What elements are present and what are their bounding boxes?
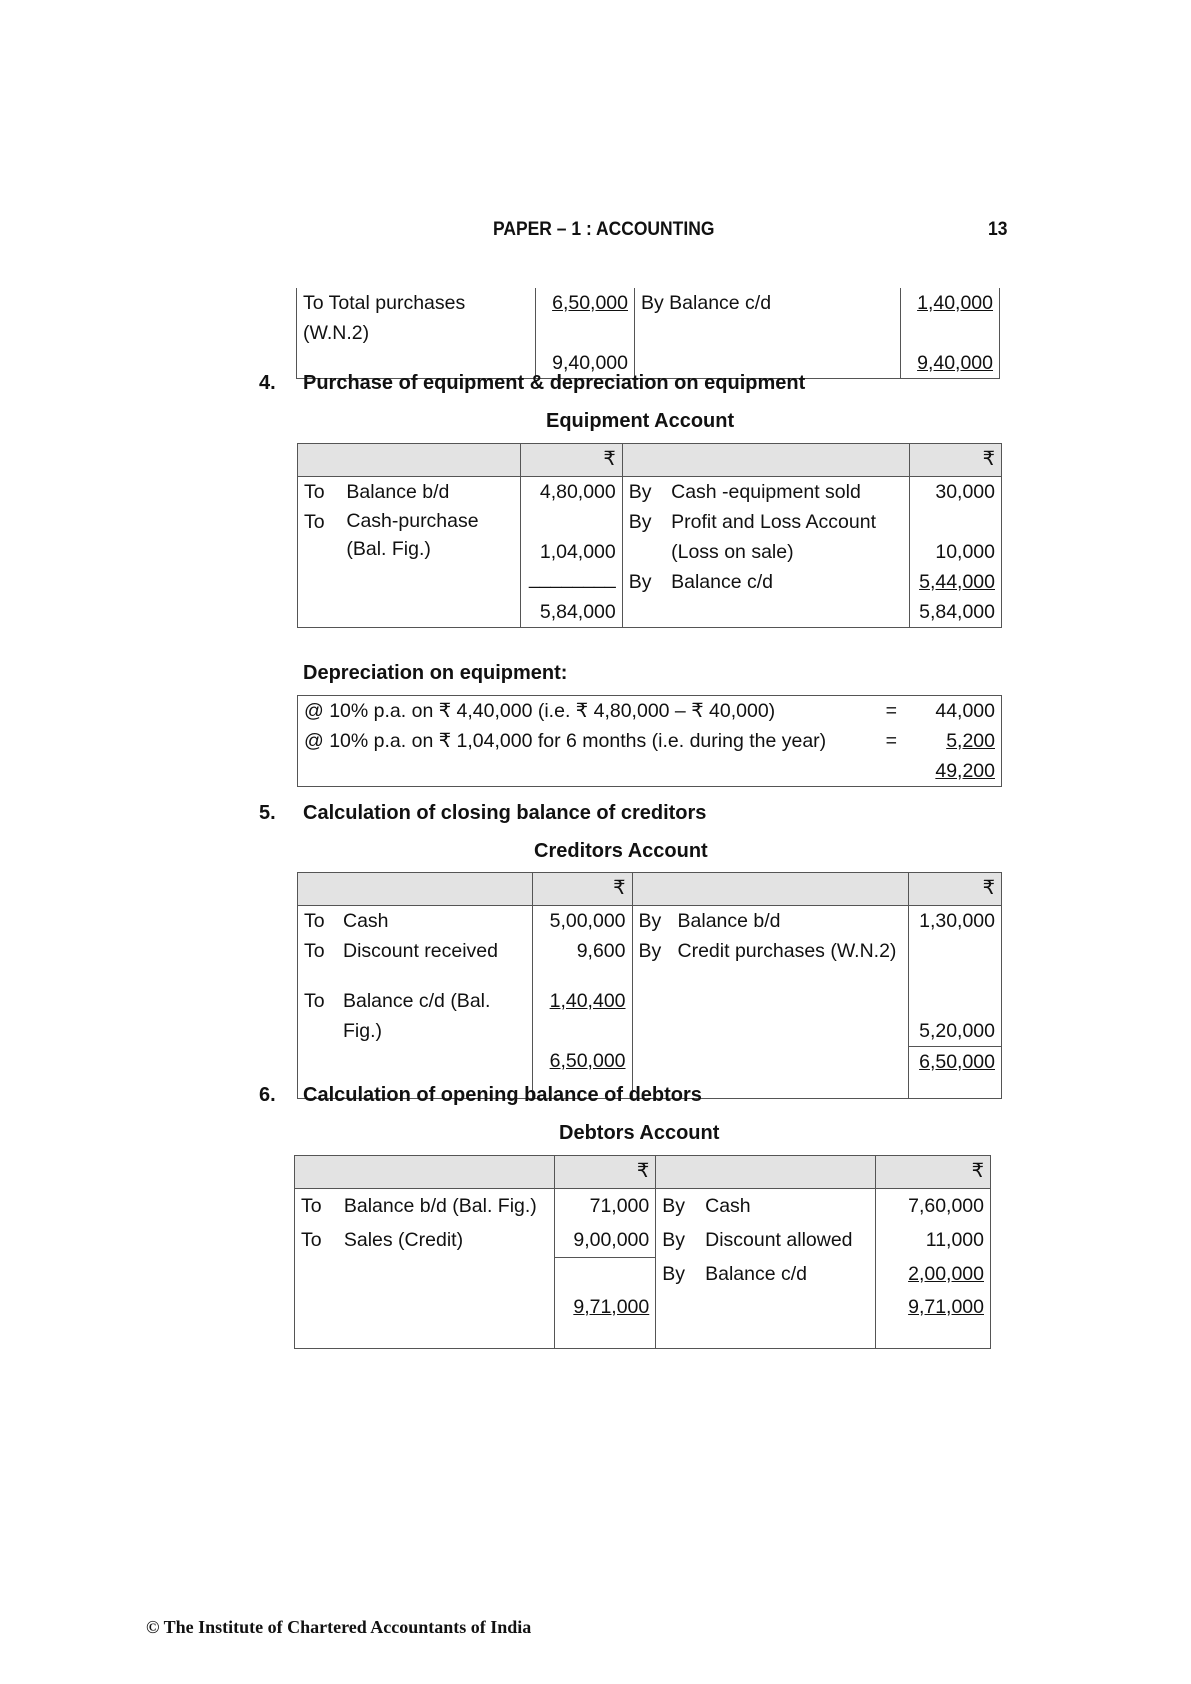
- ledger-particulars: Balance c/d (Bal. Fig.): [343, 990, 491, 1042]
- ledger-amount: 4,80,000: [520, 477, 622, 508]
- rupee-icon: ₹: [875, 1156, 990, 1189]
- to-label: To: [304, 481, 325, 503]
- rupee-icon: ₹: [520, 444, 622, 477]
- rupee-icon: ₹: [908, 873, 1001, 906]
- by-label: By: [662, 1195, 686, 1217]
- table-row: [297, 288, 1000, 348]
- table-row: [298, 756, 1002, 787]
- table-header-row: [298, 444, 1002, 477]
- table-row: [298, 936, 1002, 986]
- depreciation-total: 49,200: [935, 760, 995, 782]
- rupee-icon: ₹: [532, 873, 632, 906]
- table-row: [295, 1189, 991, 1224]
- by-label: By: [638, 940, 662, 962]
- ledger-amount: 5,44,000: [910, 567, 1002, 597]
- ledger-amount: 6,50,000: [536, 288, 635, 348]
- ledger-particulars: Balance c/d: [671, 571, 774, 593]
- table-row: [298, 507, 1002, 567]
- by-label: By: [638, 910, 662, 932]
- ledger-particulars: By Balance c/d: [635, 288, 901, 348]
- table-row: [295, 1258, 991, 1292]
- equals-sign: =: [885, 730, 897, 752]
- to-label: To: [304, 511, 325, 533]
- ledger-particulars-note: (Loss on sale): [671, 541, 794, 563]
- page-title: PAPER – 1 : ACCOUNTING: [493, 219, 715, 240]
- table-header-row: [298, 873, 1002, 906]
- ledger-amount: 5,00,000: [532, 906, 632, 937]
- table-row: [298, 726, 1002, 756]
- ledger-particulars: Cash-purchase: [346, 510, 479, 532]
- ledger-amount: 7,60,000: [875, 1189, 990, 1224]
- rupee-icon: ₹: [910, 444, 1002, 477]
- ledger-particulars: Sales (Credit): [343, 1229, 464, 1251]
- ledger-amount: 1,40,400: [532, 986, 632, 1046]
- account-title: Equipment Account: [546, 410, 735, 432]
- ledger-particulars: Credit purchases (W.N.2): [677, 940, 897, 962]
- page-number: 13: [988, 219, 1008, 240]
- debtors-account-table: [294, 1155, 991, 1349]
- rupee-icon: ₹: [555, 1156, 656, 1189]
- depreciation-amount: 5,200: [946, 730, 995, 752]
- ledger-particulars: Cash -equipment sold: [671, 481, 861, 503]
- table-row: [295, 1292, 991, 1349]
- ledger-particulars: Profit and Loss Account: [671, 511, 876, 533]
- table-row: [298, 696, 1002, 727]
- table-row: [298, 597, 1002, 628]
- ledger-total: 9,71,000: [875, 1292, 990, 1349]
- section-heading: Calculation of opening balance of debtors: [303, 1084, 702, 1106]
- ledger-particulars: Cash: [343, 910, 389, 932]
- ledger-particulars: Discount allowed: [705, 1229, 853, 1251]
- depreciation-line: @ 10% p.a. on ₹ 1,04,000 for 6 months (i.e. during the year): [304, 730, 827, 752]
- table-row: [298, 906, 1002, 937]
- account-title: Debtors Account: [559, 1122, 720, 1144]
- equipment-account-table: [297, 443, 1002, 628]
- to-label: To: [304, 910, 325, 932]
- depreciation-heading: Depreciation on equipment:: [303, 662, 568, 684]
- ledger-particulars: Balance b/d: [677, 910, 781, 932]
- ledger-total: 6,50,000: [908, 1046, 1001, 1099]
- ledger-amount: 30,000: [910, 477, 1002, 508]
- creditors-account-table: [297, 872, 1002, 1099]
- table-header-row: [295, 1156, 991, 1189]
- to-label: To: [304, 940, 325, 962]
- section-number: 4.: [259, 372, 276, 394]
- ledger-particulars: Discount received: [343, 940, 498, 962]
- table-row: [298, 986, 1002, 1046]
- table-row: [295, 1223, 991, 1258]
- ledger-amount: 2,00,000: [875, 1258, 990, 1292]
- table-row: [298, 567, 1002, 597]
- copyright-footer: © The Institute of Chartered Accountants of India: [146, 1617, 532, 1637]
- by-label: By: [662, 1262, 686, 1285]
- ledger-amount: 10,000: [910, 507, 1002, 567]
- ledger-amount: 1,04,000: [520, 507, 622, 567]
- ledger-amount: 9,600: [532, 936, 632, 986]
- ledger-amount: 1,40,000: [901, 288, 1000, 348]
- depreciation-amount: 44,000: [935, 700, 995, 722]
- depreciation-line: @ 10% p.a. on ₹ 4,40,000 (i.e. ₹ 4,80,000 – ₹ 40,000): [304, 700, 776, 722]
- ledger-amount: 71,000: [555, 1189, 656, 1224]
- section-heading: Purchase of equipment & depreciation on equipment: [303, 372, 806, 394]
- ledger-particulars-note: (Bal. Fig.): [346, 538, 431, 560]
- ledger-total: 6,50,000: [532, 1046, 632, 1099]
- ledger-amount: 11,000: [875, 1223, 990, 1258]
- ledger-amount: 5,20,000: [908, 936, 1001, 1046]
- by-label: By: [662, 1229, 686, 1251]
- ledger-amount: 9,00,000: [555, 1223, 656, 1258]
- section-heading: Calculation of closing balance of creditors: [303, 802, 707, 824]
- by-label: By: [628, 481, 652, 503]
- ledger-particulars: Balance b/d (Bal. Fig.): [343, 1195, 537, 1217]
- to-label: To: [301, 1229, 322, 1251]
- ledger-amount: 1,30,000: [908, 906, 1001, 937]
- ledger-total: 9,71,000: [555, 1292, 656, 1349]
- ledger-particulars: Cash: [705, 1195, 751, 1217]
- ledger-total: 5,84,000: [910, 597, 1002, 628]
- ledger-total: 9,40,000: [536, 348, 635, 379]
- section-number: 6.: [259, 1084, 276, 1106]
- account-title: Creditors Account: [534, 840, 708, 862]
- ledger-total: 5,84,000: [520, 597, 622, 628]
- by-label: By: [628, 511, 652, 533]
- equals-sign: =: [885, 700, 897, 722]
- depreciation-table: [297, 695, 1002, 787]
- ledger-particulars: To Total purchases (W.N.2): [297, 288, 536, 348]
- total-rule: ________: [520, 567, 622, 597]
- by-label: By: [628, 571, 652, 593]
- ledger-particulars: Balance b/d: [346, 481, 450, 503]
- table-row: [298, 477, 1002, 508]
- section-number: 5.: [259, 802, 276, 824]
- to-label: To: [304, 990, 325, 1012]
- ledger-particulars: Balance c/d: [705, 1262, 808, 1285]
- continued-ledger-table: [296, 288, 1000, 379]
- ledger-total: 9,40,000: [901, 348, 1000, 379]
- to-label: To: [301, 1195, 322, 1217]
